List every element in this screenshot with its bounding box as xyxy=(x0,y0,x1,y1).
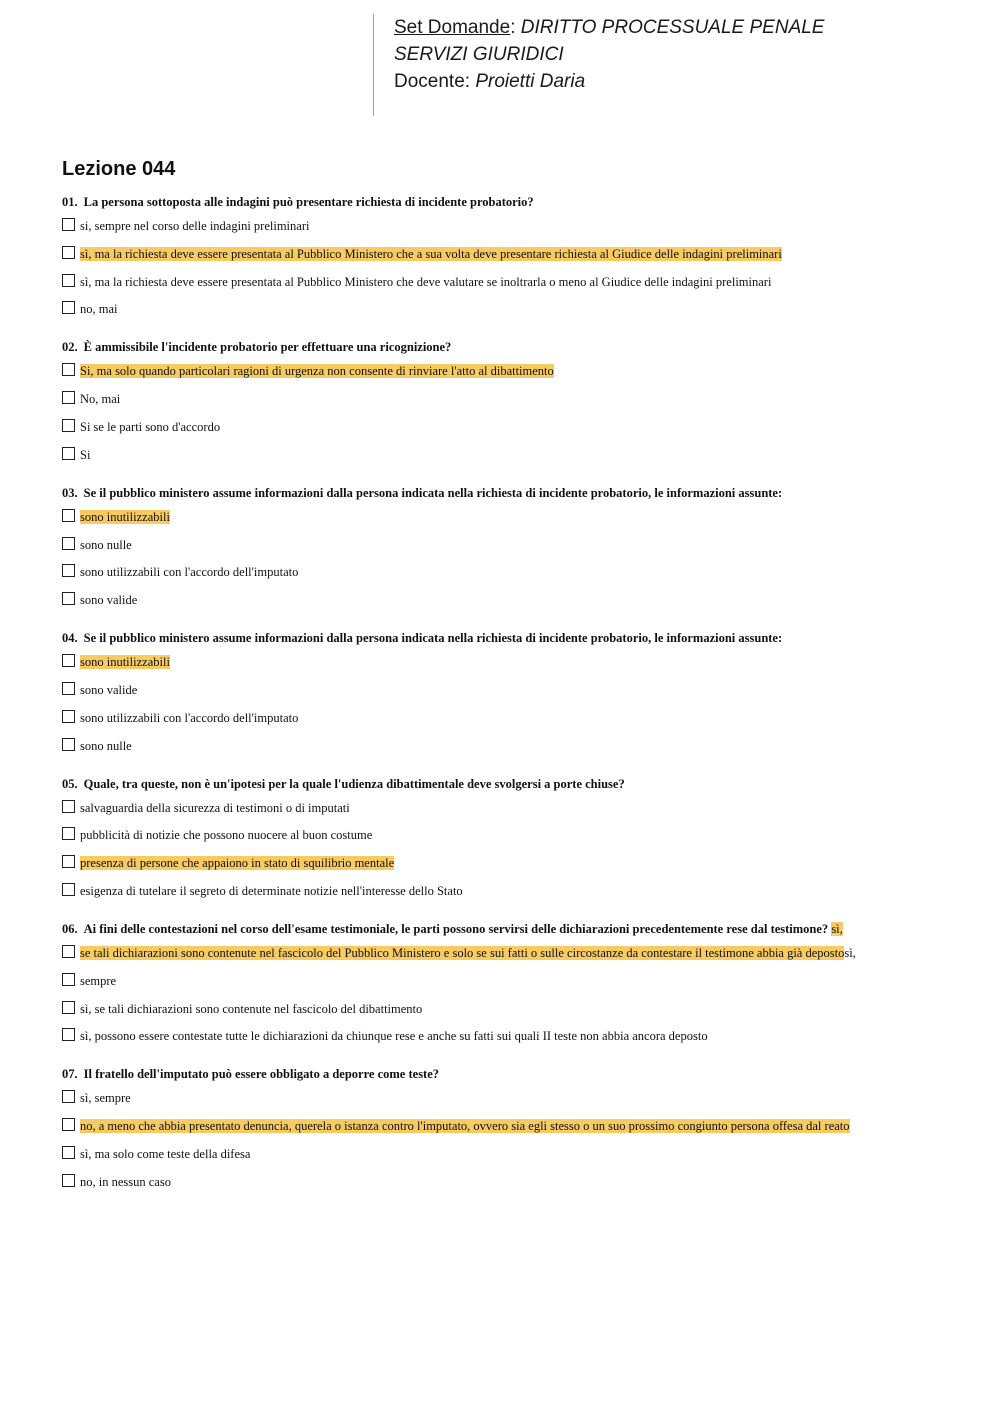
answer-option[interactable] xyxy=(62,682,942,698)
question-label: La persona sottoposta alle indagini può presentare richiesta di incidente probatorio? xyxy=(83,195,534,209)
question-number: 02. xyxy=(62,340,78,355)
question-text xyxy=(62,483,942,503)
checkbox-icon[interactable] xyxy=(62,419,75,432)
answer-option-label: sempre xyxy=(80,973,117,988)
checkbox-icon[interactable] xyxy=(62,800,75,813)
checkbox-icon[interactable] xyxy=(62,592,75,605)
checkbox-icon[interactable] xyxy=(62,945,75,958)
question-text xyxy=(62,774,942,794)
answer-option[interactable] xyxy=(62,592,942,608)
answer-option[interactable] xyxy=(62,1146,942,1162)
question-block xyxy=(62,774,942,899)
answer-option-label: Si se le parti sono d'accordo xyxy=(80,419,221,434)
answer-option-label: Si xyxy=(80,447,91,462)
answer-option[interactable] xyxy=(62,738,942,754)
answer-option-label: sì, possono essere contestate tutte le dichiarazioni da chiunque rese e anche su fatti sui quali II teste non abbia ancora deposto xyxy=(80,1029,708,1044)
answer-option-tail: sì, xyxy=(844,945,856,960)
question-label: Il fratello dell'imputato può essere obbligato a deporre come teste? xyxy=(83,1067,440,1082)
answer-option-label: sì, ma solo come teste della difesa xyxy=(80,1146,251,1161)
answer-option[interactable] xyxy=(62,945,942,961)
question-label: Ai fini delle contestazioni nel corso dell'esame testimoniale, le parti possono servirsi delle dichiarazioni precedentemente rese dal testimone? xyxy=(83,921,829,936)
answer-option[interactable] xyxy=(62,447,942,463)
answer-option-label: sì, sempre xyxy=(80,1091,131,1106)
answer-option-label: No, mai xyxy=(80,392,121,407)
answer-option-label: sono inutilizzabili xyxy=(80,655,170,670)
checkbox-icon[interactable] xyxy=(62,827,75,840)
answer-option-label: salvaguardia della sicurezza di testimoni o di imputati xyxy=(80,800,350,815)
checkbox-icon[interactable] xyxy=(62,973,75,986)
checkbox-icon[interactable] xyxy=(62,883,75,896)
question-number: 07. xyxy=(62,1067,78,1082)
teacher-value: Proietti Daria xyxy=(475,71,586,92)
checkbox-icon[interactable] xyxy=(62,1001,75,1014)
answer-option-label: sono valide xyxy=(80,682,138,697)
checkbox-icon[interactable] xyxy=(62,738,75,751)
answer-option-label: sono utilizzabili con l'accordo dell'imputato xyxy=(80,565,299,580)
question-block xyxy=(62,628,942,753)
answer-option-label: sono inutilizzabili xyxy=(80,509,170,524)
checkbox-icon[interactable] xyxy=(62,1146,75,1159)
answer-option[interactable] xyxy=(62,710,942,726)
answer-option-label: se tali dichiarazioni sono contenute nel fascicolo del Pubblico Ministero e solo se sui fatti o sulle circostanze da contestare il testimone abbia già depostosì, xyxy=(80,945,856,960)
answer-option-label: presenza di persone che appaiono in stato di squilibrio mentale xyxy=(80,856,395,871)
answer-option-label: sono nulle xyxy=(80,738,132,753)
checkbox-icon[interactable] xyxy=(62,564,75,577)
checkbox-icon[interactable] xyxy=(62,537,75,550)
checkbox-icon[interactable] xyxy=(62,654,75,667)
question-block xyxy=(62,483,942,608)
question-number: 04. xyxy=(62,631,78,646)
question-number: 03. xyxy=(62,485,78,500)
answer-option[interactable] xyxy=(62,800,942,816)
set-line xyxy=(394,14,824,41)
answer-option[interactable] xyxy=(62,1028,942,1044)
question-label: Quale, tra queste, non è un'ipotesi per la quale l'udienza dibattimentale deve svolgersi a porte chiuse? xyxy=(83,776,625,791)
answer-option-label: sì, se tali dichiarazioni sono contenute nel fascicolo del dibattimento xyxy=(80,1001,423,1016)
question-list xyxy=(62,192,942,1210)
answer-option[interactable] xyxy=(62,1174,942,1190)
answer-option[interactable] xyxy=(62,827,942,843)
checkbox-icon[interactable] xyxy=(62,1028,75,1041)
question-number: 05. xyxy=(62,776,78,791)
checkbox-icon[interactable] xyxy=(62,509,75,522)
checkbox-icon[interactable] xyxy=(62,363,75,376)
answer-option-label: no, mai xyxy=(80,302,118,317)
question-label: Se il pubblico ministero assume informazioni dalla persona indicata nella richiesta di incidente probatorio, le informazioni assunte: xyxy=(83,485,783,500)
checkbox-icon[interactable] xyxy=(62,246,75,259)
checkbox-icon[interactable] xyxy=(62,391,75,404)
question-tail: sì, xyxy=(831,921,843,936)
question-text xyxy=(62,192,942,212)
set-colon: : xyxy=(510,17,516,38)
checkbox-icon[interactable] xyxy=(62,301,75,314)
answer-option[interactable] xyxy=(62,1118,942,1134)
question-number: 01. xyxy=(62,195,78,209)
answer-option[interactable] xyxy=(62,363,942,379)
question-block xyxy=(62,192,942,317)
set-value-line1: DIRITTO PROCESSUALE PENALE xyxy=(520,17,825,38)
answer-option[interactable] xyxy=(62,654,942,670)
answer-option[interactable] xyxy=(62,274,942,290)
question-number: 06. xyxy=(62,921,78,936)
answer-option-label: sì, ma la richiesta deve essere presentata al Pubblico Ministero che a sua volta deve presentare richiesta al Giudice delle indagini preliminari xyxy=(80,246,782,261)
checkbox-icon[interactable] xyxy=(62,218,75,231)
answer-option[interactable] xyxy=(62,883,942,899)
answer-option[interactable] xyxy=(62,509,942,525)
set-label: Set Domande xyxy=(394,17,511,38)
question-block xyxy=(62,337,942,462)
set-value-line2: SERVIZI GIURIDICI xyxy=(394,44,564,65)
question-block xyxy=(62,919,942,1044)
answer-option[interactable] xyxy=(62,1090,942,1106)
checkbox-icon[interactable] xyxy=(62,274,75,287)
teacher-label: Docente: xyxy=(394,71,471,92)
answer-option[interactable] xyxy=(62,218,942,234)
teacher-line xyxy=(394,68,824,95)
answer-option-label: sono utilizzabili con l'accordo dell'imputato xyxy=(80,710,299,725)
question-text xyxy=(62,628,942,648)
question-text xyxy=(62,919,942,939)
checkbox-icon[interactable] xyxy=(62,447,75,460)
answer-option-label: si, sempre nel corso delle indagini preliminari xyxy=(80,219,310,233)
answer-option-label: pubblicità di notizie che possono nuocere al buon costume xyxy=(80,828,373,843)
answer-option[interactable] xyxy=(62,391,942,407)
answer-option-label: sono nulle xyxy=(80,537,132,552)
answer-option[interactable] xyxy=(62,537,942,553)
answer-option[interactable] xyxy=(62,1001,942,1017)
answer-option[interactable] xyxy=(62,301,942,317)
answer-option-label: sono valide xyxy=(80,593,138,608)
answer-option[interactable] xyxy=(62,855,942,871)
answer-option-label: no, in nessun caso xyxy=(80,1174,171,1189)
answer-option[interactable] xyxy=(62,973,942,989)
answer-option[interactable] xyxy=(62,246,942,262)
answer-option-label: Si, ma solo quando particolari ragioni di urgenza non consente di rinviare l'atto al dibattimento xyxy=(80,364,554,379)
answer-option-label: esigenza di tutelare il segreto di determinate notizie nell'interesse dello Stato xyxy=(80,883,463,898)
checkbox-icon[interactable] xyxy=(62,1174,75,1187)
lesson-title: Lezione 044 xyxy=(62,158,176,180)
question-label: È ammissibile l'incidente probatorio per effettuare una ricognizione? xyxy=(83,340,452,355)
document-header xyxy=(373,14,824,116)
checkbox-icon[interactable] xyxy=(62,1090,75,1103)
checkbox-icon[interactable] xyxy=(62,710,75,723)
answer-option[interactable] xyxy=(62,564,942,580)
checkbox-icon[interactable] xyxy=(62,855,75,868)
answer-option-label: sì, ma la richiesta deve essere presentata al Pubblico Ministero che deve valutare se inoltrarla o meno al Giudice delle indagini preliminari xyxy=(80,274,772,289)
answer-option-label: no, a meno che abbia presentato denuncia, querela o istanza contro l'imputato, ovvero sia egli stesso o un suo prossimo congiunto persona offesa dal reato xyxy=(80,1119,850,1134)
question-text xyxy=(62,337,942,357)
question-text xyxy=(62,1064,942,1084)
answer-option[interactable] xyxy=(62,419,942,435)
question-label: Se il pubblico ministero assume informazioni dalla persona indicata nella richiesta di incidente probatorio, le informazioni assunte: xyxy=(83,631,783,646)
question-block xyxy=(62,1064,942,1189)
checkbox-icon[interactable] xyxy=(62,682,75,695)
checkbox-icon[interactable] xyxy=(62,1118,75,1131)
